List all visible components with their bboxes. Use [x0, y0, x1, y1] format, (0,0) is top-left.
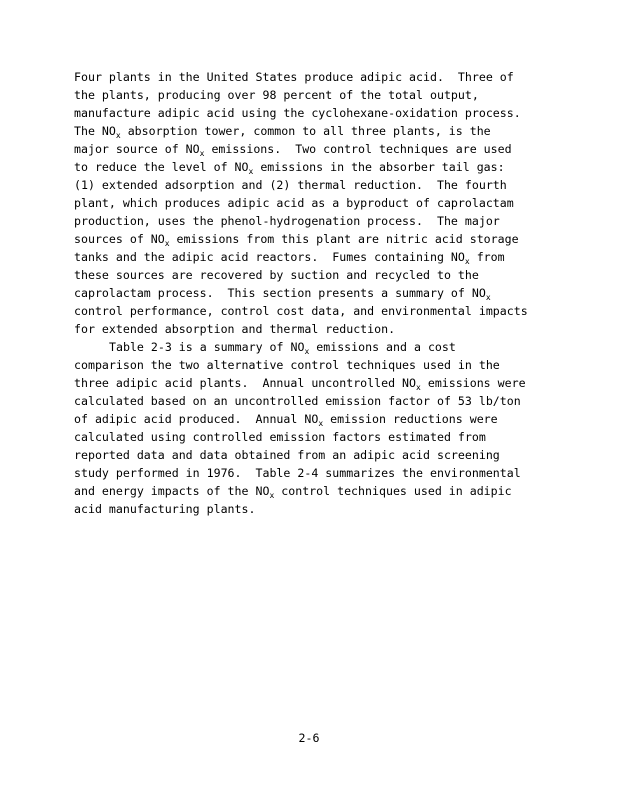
text-line: [74, 68, 574, 86]
text-run: three adipic acid plants. Annual uncontrolled NO: [74, 376, 417, 391]
text-line: [74, 158, 574, 176]
text-line: [74, 230, 574, 248]
text-line: [74, 248, 574, 266]
text-line: [74, 302, 574, 320]
subscript: x: [248, 167, 254, 177]
subscript: x: [416, 383, 421, 393]
text-run: manufacture adipic acid using the cyclohexane-oxidation process.: [74, 106, 521, 121]
paragraph: [74, 68, 574, 338]
text-line: [74, 320, 574, 338]
text-line: [74, 176, 574, 194]
text-run: production, uses the phenol-hydrogenation process. The major: [74, 214, 500, 229]
text-run: these sources are recovered by suction and recycled to the: [74, 268, 479, 283]
text-line: [74, 284, 574, 302]
subscript: x: [199, 149, 205, 159]
text-run: and energy impacts of the NO: [74, 484, 270, 499]
text-line: [74, 338, 574, 356]
text-run: caprolactam process. This section presents a summary of NO: [74, 286, 486, 301]
page-number: 2-6: [298, 731, 320, 745]
text-run: absorption tower, common to all three plants, is the: [120, 124, 491, 139]
text-line: [74, 410, 574, 428]
subscript: x: [318, 419, 324, 429]
text-line: [74, 392, 574, 410]
text-run: emissions. Two control techniques are used: [204, 142, 512, 157]
text-run: to reduce the level of NO: [74, 160, 249, 175]
subscript: x: [115, 131, 121, 141]
text-run: acid manufacturing plants.: [74, 502, 256, 517]
text-run: Four plants in the United States produce adipic acid. Three of: [74, 70, 514, 84]
text-run: emissions in the absorber tail gas:: [253, 160, 505, 175]
paragraph: [74, 338, 574, 518]
text-run: study performed in 1976. Table 2-4 summarizes the environmental: [74, 466, 521, 481]
text-run: from: [469, 250, 505, 265]
text-line: [74, 266, 574, 284]
text-line: [74, 140, 574, 158]
text-line: [74, 212, 574, 230]
text-run: major source of NO: [74, 142, 200, 157]
text-run: sources of NO: [74, 232, 165, 247]
text-run: comparison the two alternative control techniques used in the: [74, 358, 500, 373]
body-text: [74, 68, 574, 518]
text-run: emissions were: [420, 376, 526, 391]
subscript: x: [164, 239, 170, 249]
text-run: reported data and data obtained from an adipic acid screening: [74, 448, 500, 463]
text-run: of adipic acid produced. Annual NO: [74, 412, 319, 427]
text-line: [74, 428, 574, 446]
text-line: [74, 500, 574, 518]
text-run: Table 2-3 is a summary of NO: [109, 340, 305, 355]
text-run: control performance, control cost data, and environmental impacts: [74, 304, 528, 319]
text-run: (1) extended adsorption and (2) thermal reduction. The fourth: [74, 178, 507, 193]
text-run: tanks and the adipic acid reactors. Fumes containing NO: [74, 250, 465, 265]
text-line: [74, 464, 574, 482]
text-run: calculated using controlled emission factors estimated from: [74, 430, 486, 445]
text-line: [74, 446, 574, 464]
text-line: [74, 482, 574, 500]
text-run: calculated based on an uncontrolled emission factor of 53 lb/ton: [74, 394, 521, 409]
text-run: the plants, producing over 98 percent of the total output,: [74, 88, 479, 103]
text-line: [74, 86, 574, 104]
text-run: emissions and a cost: [309, 340, 456, 355]
text-run: control techniques used in adipic: [274, 484, 512, 499]
text-run: emission reductions were: [323, 412, 498, 427]
text-run: The NO: [74, 124, 116, 139]
text-line: [74, 374, 574, 392]
text-run: plant, which produces adipic acid as a byproduct of caprolactam: [74, 196, 514, 211]
text-run: emissions from this plant are nitric acid storage: [169, 232, 519, 247]
subscript: x: [269, 491, 275, 501]
subscript: x: [485, 293, 491, 303]
text-line: [74, 104, 574, 122]
text-line: [74, 356, 574, 374]
text-line: [74, 194, 574, 212]
subscript: x: [464, 257, 470, 267]
text-run: for extended absorption and thermal reduction.: [74, 322, 396, 337]
subscript: x: [304, 347, 310, 357]
text-line: [74, 122, 574, 140]
